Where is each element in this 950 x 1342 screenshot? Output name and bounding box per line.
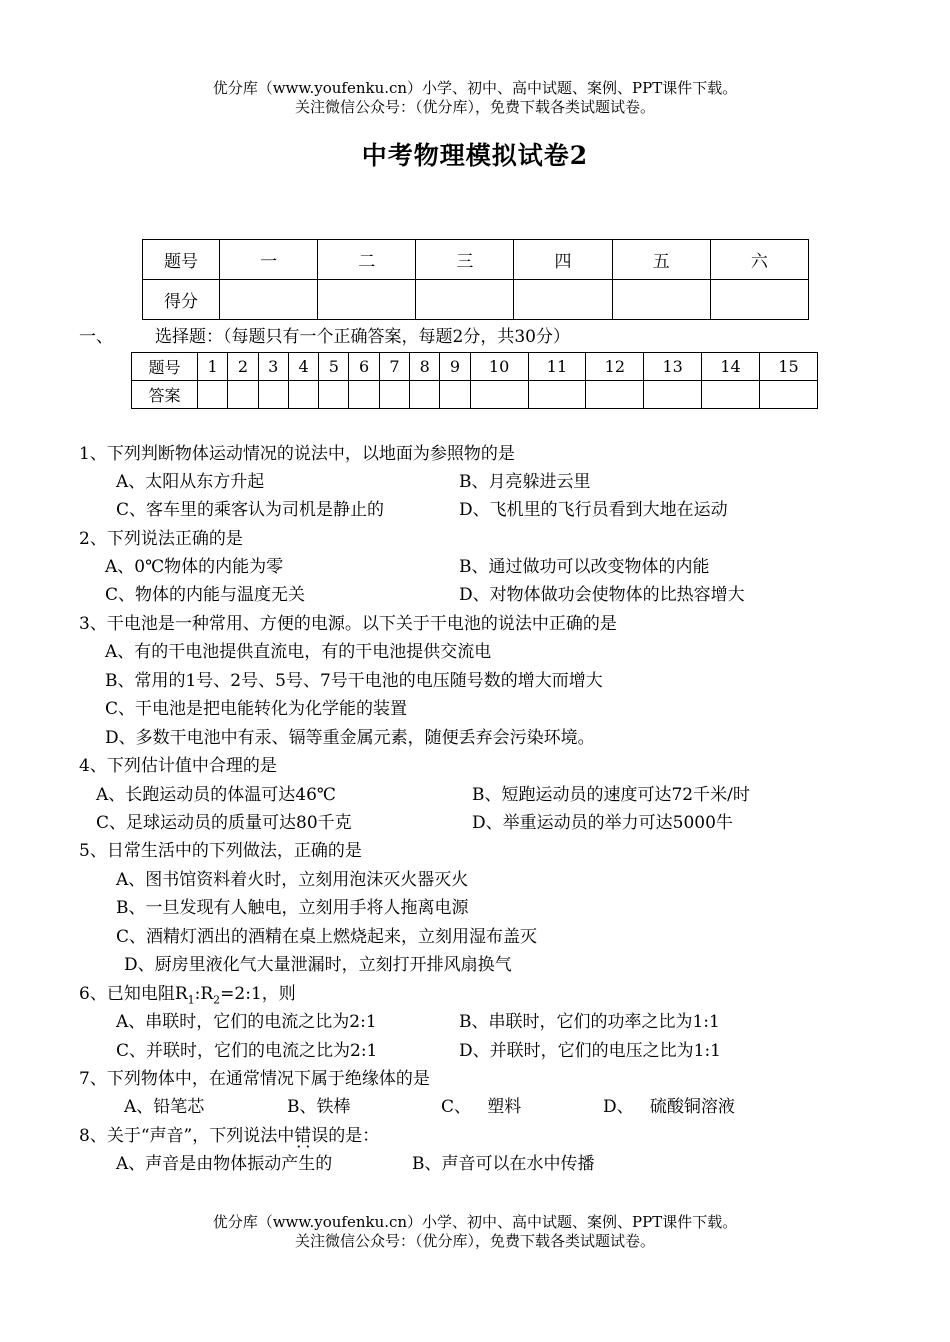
- question-7-option-a: A、铅笔芯: [124, 1097, 205, 1117]
- question-4-stem: 4、下列估计值中合理的是: [79, 756, 277, 776]
- question-2-option-b: B、通过做功可以改变物体的内能: [459, 557, 710, 577]
- score-table-score-row: [143, 280, 809, 320]
- question-1-option-c: C、客车里的乘客认为司机是静止的: [116, 500, 385, 520]
- answer-cell[interactable]: [759, 381, 817, 409]
- question-1-option-a: A、太阳从东方升起: [116, 472, 265, 492]
- score-table-label: 题号: [143, 240, 220, 280]
- answer-cell[interactable]: [319, 381, 349, 409]
- question-6-option-a: A、串联时，它们的电流之比为2:1: [116, 1012, 377, 1032]
- question-1-stem: 1、下列判断物体运动情况的说法中，以地面为参照物的是: [79, 444, 515, 464]
- question-5-option-a: A、图书馆资料着火时，立刻用泡沫灭火器灭火: [116, 870, 469, 890]
- question-4-option-a: A、长跑运动员的体温可达46℃: [96, 785, 336, 805]
- question-2-option-a: A、0℃物体的内能为零: [105, 557, 284, 577]
- answer-number: 4: [288, 353, 318, 381]
- answer-number: 3: [258, 353, 288, 381]
- score-cell[interactable]: [416, 280, 514, 320]
- question-2-option-c: C、物体的内能与温度无关: [105, 585, 306, 605]
- header-line-2: 关注微信公众号：（优分库），免费下载各类试题试卷。: [294, 98, 655, 116]
- answer-number: 1: [198, 353, 228, 381]
- score-cell[interactable]: [220, 280, 318, 320]
- footer-line-2: 关注微信公众号：（优分库），免费下载各类试题试卷。: [294, 1232, 655, 1250]
- question-7-stem: 7、下列物体中，在通常情况下属于绝缘体的是: [79, 1069, 430, 1089]
- answer-cell[interactable]: [410, 381, 440, 409]
- score-col-1: 一: [220, 240, 318, 280]
- question-6-option-c: C、并联时，它们的电流之比为2:1: [116, 1041, 378, 1061]
- question-6-stem-post: =2:1，则: [220, 984, 296, 1004]
- answer-number: 11: [528, 353, 586, 381]
- question-8-stem-post: 的是：: [328, 1126, 380, 1146]
- question-3-option-d: D、多数干电池中有汞、镉等重金属元素，随便丢弃会污染环境。: [105, 728, 595, 748]
- score-col-4: 四: [514, 240, 612, 280]
- section-1-number: 一、: [79, 327, 113, 347]
- question-6-option-b: B、串联时，它们的功率之比为1:1: [459, 1012, 720, 1032]
- score-cell[interactable]: [710, 280, 808, 320]
- score-col-2: 二: [318, 240, 416, 280]
- answer-table-label: 题号: [132, 353, 198, 381]
- answer-number: 7: [379, 353, 409, 381]
- answer-table-number-row: [132, 353, 818, 381]
- question-6-sub-1: 1: [187, 993, 195, 1007]
- score-table: [142, 239, 809, 320]
- question-3-option-b: B、常用的1号、2号、5号、7号干电池的电压随号数的增大而增大: [105, 671, 603, 691]
- question-5-stem: 5、日常生活中的下列做法，正确的是: [79, 841, 362, 861]
- question-2-option-d: D、对物体做功会使物体的比热容增大: [459, 585, 745, 605]
- answer-cell[interactable]: [198, 381, 228, 409]
- question-8-stem: [79, 1125, 379, 1147]
- answer-cell[interactable]: [379, 381, 409, 409]
- answer-cell[interactable]: [440, 381, 470, 409]
- score-col-3: 三: [416, 240, 514, 280]
- answer-cell[interactable]: [702, 381, 760, 409]
- score-col-5: 五: [612, 240, 710, 280]
- score-table-header-row: [143, 240, 809, 280]
- answer-cell[interactable]: [258, 381, 288, 409]
- question-8-option-a: A、声音是由物体振动产生的: [116, 1154, 333, 1174]
- answer-cell[interactable]: [288, 381, 318, 409]
- answer-table-answer-row: [132, 381, 818, 409]
- question-1-option-b: B、月亮躲进云里: [459, 472, 591, 492]
- question-4-option-c: C、足球运动员的质量可达80千克: [96, 813, 352, 833]
- page-title: 中考物理模拟试卷2: [361, 141, 589, 170]
- question-3-stem: 3、干电池是一种常用、方便的电源。以下关于干电池的说法中正确的是: [79, 614, 617, 634]
- answer-number: 9: [440, 353, 470, 381]
- answer-number: 13: [644, 353, 702, 381]
- question-7-option-c: C、 塑料: [441, 1097, 522, 1117]
- answer-number: 15: [759, 353, 817, 381]
- question-6-stem-mid: :R: [194, 984, 214, 1004]
- header-line-1: 优分库（www.youfenku.cn）小学、初中、高中试题、案例、PPT课件下载。: [212, 79, 738, 97]
- question-6-option-d: D、并联时，它们的电压之比为1:1: [459, 1041, 721, 1061]
- answer-cell[interactable]: [528, 381, 586, 409]
- question-3-option-c: C、干电池是把电能转化为化学能的装置: [105, 699, 408, 719]
- answer-number: 10: [470, 353, 528, 381]
- answer-number: 12: [586, 353, 644, 381]
- score-cell[interactable]: [514, 280, 612, 320]
- answer-cell[interactable]: [349, 381, 379, 409]
- question-5-option-d: D、厨房里液化气大量泄漏时，立刻打开排风扇换气: [124, 955, 512, 975]
- score-row-label: 得分: [143, 280, 220, 320]
- answer-table: [131, 352, 818, 409]
- answer-cell[interactable]: [228, 381, 258, 409]
- footer-line-1: 优分库（www.youfenku.cn）小学、初中、高中试题、案例、PPT课件下载。: [212, 1213, 738, 1231]
- answer-cell[interactable]: [586, 381, 644, 409]
- question-4-option-d: D、举重运动员的举力可达5000牛: [472, 813, 733, 833]
- answer-row-label: 答案: [132, 381, 198, 409]
- score-col-6: 六: [710, 240, 808, 280]
- answer-number: 2: [228, 353, 258, 381]
- answer-cell[interactable]: [470, 381, 528, 409]
- question-6-sub-2: 2: [213, 993, 221, 1007]
- question-3-option-a: A、有的干电池提供直流电，有的干电池提供交流电: [105, 642, 492, 662]
- score-cell[interactable]: [612, 280, 710, 320]
- section-1-title: 选择题：（每题只有一个正确答案，每题2分，共30分）: [155, 327, 570, 347]
- answer-cell[interactable]: [644, 381, 702, 409]
- question-5-option-b: B、一旦发现有人触电，立刻用手将人拖离电源: [116, 898, 469, 918]
- question-4-option-b: B、短跑运动员的速度可达72千米/时: [472, 785, 750, 805]
- answer-number: 6: [349, 353, 379, 381]
- question-8-stem-pre: 8、关于“声音”，下列说法中: [79, 1126, 295, 1146]
- answer-number: 14: [702, 353, 760, 381]
- question-1-option-d: D、飞机里的飞行员看到大地在运动: [459, 500, 728, 520]
- question-8-option-b: B、声音可以在水中传播: [412, 1154, 595, 1174]
- question-8-emphasis: 错误 ··: [294, 1126, 328, 1146]
- answer-number: 5: [319, 353, 349, 381]
- question-7-option-d: D、 硫酸铜溶液: [603, 1097, 735, 1117]
- question-5-option-c: C、酒精灯洒出的酒精在桌上燃烧起来，立刻用湿布盖灭: [116, 927, 538, 947]
- answer-number: 8: [410, 353, 440, 381]
- question-2-stem: 2、下列说法正确的是: [79, 529, 243, 549]
- score-cell[interactable]: [318, 280, 416, 320]
- question-7-option-b: B、铁棒: [287, 1097, 351, 1117]
- question-6-stem-pre: 6、已知电阻R: [79, 984, 188, 1004]
- question-6-stem: [79, 983, 296, 1011]
